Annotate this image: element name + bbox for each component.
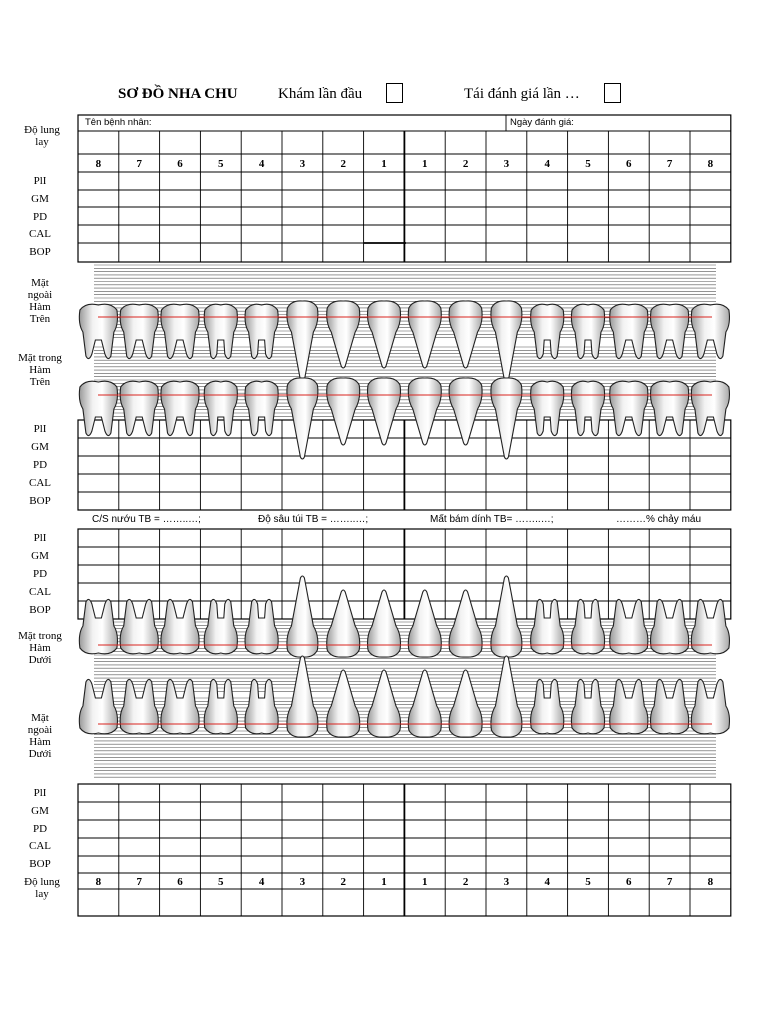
row-label-bop: BOP [29, 858, 51, 871]
tooth-number: 5 [585, 158, 591, 170]
row-label-pd: PD [32, 568, 48, 580]
tooth-number: 7 [666, 158, 673, 170]
tooth-2 [449, 301, 482, 368]
tooth-7 [651, 599, 689, 653]
tooth-1 [368, 301, 401, 368]
tooth-number: 2 [462, 158, 469, 170]
row-label-gm: GM [31, 804, 49, 817]
view-label-upper-outer: Mặt ngoài Hàm Trên [27, 277, 53, 325]
tooth-6 [161, 381, 199, 435]
tooth-7 [120, 599, 158, 653]
tooth-number: 8 [707, 158, 714, 170]
row-label-gm: GM [31, 550, 49, 562]
tooth-4 [531, 381, 564, 435]
tooth-1 [368, 590, 401, 657]
tooth-number: 3 [299, 158, 306, 170]
tooth-5 [571, 381, 604, 435]
tooth-8 [691, 599, 729, 653]
tooth-number: 4 [258, 876, 265, 888]
tooth-number: 4 [544, 876, 550, 888]
tooth-number: 7 [136, 158, 142, 170]
tooth-number: 6 [626, 158, 632, 170]
tooth-number: 4 [544, 158, 550, 170]
tooth-number: 4 [258, 158, 265, 170]
grid-block [78, 529, 731, 619]
row-label-pd: PD [32, 210, 48, 223]
tooth-5 [204, 599, 237, 653]
tooth-8 [691, 381, 729, 435]
patient-name-label: Tên bệnh nhân: [85, 117, 152, 128]
tooth-number: 5 [218, 158, 224, 170]
tooth-2 [327, 378, 360, 445]
tooth-7 [120, 679, 158, 733]
tooth-number: 5 [218, 876, 224, 888]
tooth-1 [408, 301, 441, 368]
tooth-1 [408, 670, 441, 737]
tooth-number: 1 [422, 158, 428, 170]
tooth-5 [571, 599, 604, 653]
chart-title: SƠ ĐỒ NHA CHU [118, 86, 238, 102]
stat-attachment-loss: Mất bám dính TB= ……..…; [430, 514, 554, 525]
view-label-upper-inner: Mặt trong Hàm Trên [18, 352, 62, 388]
row-label-pli: PlI [33, 423, 47, 435]
tooth-2 [449, 590, 482, 657]
tooth-number: 3 [503, 876, 510, 888]
tooth-number: 8 [95, 876, 102, 888]
tooth-number: 1 [422, 876, 428, 888]
tooth-2 [327, 590, 360, 657]
mobility-label-top: Độ lung lay [24, 124, 60, 148]
row-label-cal: CAL [29, 586, 51, 598]
tooth-8 [79, 679, 117, 733]
stat-pocket-depth: Độ sâu túi TB = ……..…; [258, 514, 369, 525]
tooth-6 [610, 381, 648, 435]
top-grid [78, 115, 731, 262]
tooth-number: 2 [462, 876, 469, 888]
tooth-8 [79, 599, 117, 653]
tooth-4 [531, 599, 564, 653]
tooth-2 [327, 301, 360, 368]
row-label-cal: CAL [29, 477, 51, 489]
tooth-6 [610, 679, 648, 733]
tooth-number: 8 [707, 876, 714, 888]
tooth-2 [449, 670, 482, 737]
row-label-cal: CAL [29, 228, 51, 241]
tooth-8 [691, 679, 729, 733]
tooth-1 [408, 590, 441, 657]
view-label-lower-inner: Mặt trong Hàm Dưới [18, 630, 62, 666]
tooth-number: 7 [666, 876, 673, 888]
tooth-number: 3 [503, 158, 510, 170]
tooth-number: 3 [299, 876, 306, 888]
row-label-pd: PD [32, 459, 48, 471]
tooth-number: 6 [177, 158, 183, 170]
tooth-3 [287, 378, 318, 459]
row-label-bop: BOP [29, 495, 51, 507]
tooth-7 [651, 381, 689, 435]
tooth-7 [120, 381, 158, 435]
tooth-number: 2 [340, 876, 346, 888]
tooth-number: 2 [340, 158, 346, 170]
row-label-gm: GM [31, 441, 49, 453]
row-label-bop: BOP [29, 246, 51, 259]
row-label-gm: GM [31, 192, 49, 205]
tooth-4 [531, 679, 564, 733]
tooth-3 [491, 378, 522, 459]
first-exam-label: Khám lần đầu [278, 86, 363, 102]
tooth-1 [408, 378, 441, 445]
stat-bleeding: ………% chảy máu [616, 514, 702, 525]
grid-block [78, 420, 731, 510]
tooth-5 [204, 679, 237, 733]
mobility-label-bottom: Độ lung lay [24, 876, 60, 900]
tooth-number: 5 [585, 876, 591, 888]
row-label-bop: BOP [29, 604, 51, 616]
tooth-number: 1 [381, 158, 387, 170]
tooth-5 [571, 679, 604, 733]
reeval-label: Tái đánh giá lần … [464, 86, 580, 102]
tooth-2 [449, 378, 482, 445]
tooth-number: 8 [95, 158, 102, 170]
tooth-4 [245, 381, 278, 435]
tooth-1 [368, 670, 401, 737]
view-label-lower-outer: Mặt ngoài Hàm Dưới [27, 712, 53, 760]
tooth-6 [610, 599, 648, 653]
bottom-grid [78, 784, 731, 916]
stat-cs-gum: C/S nướu TB = ……..…; [92, 514, 201, 525]
tooth-number: 7 [136, 876, 142, 888]
row-label-pli: PlI [33, 786, 47, 799]
tooth-2 [327, 670, 360, 737]
tooth-number: 6 [626, 876, 632, 888]
tooth-4 [245, 679, 278, 733]
tooth-7 [651, 679, 689, 733]
row-label-cal: CAL [29, 840, 51, 853]
tooth-number: 6 [177, 876, 183, 888]
tooth-1 [368, 378, 401, 445]
tooth-number: 1 [381, 876, 387, 888]
tooth-8 [79, 381, 117, 435]
row-label-pli: PlI [33, 174, 47, 187]
row-label-pli: PlI [33, 532, 47, 544]
tooth-4 [245, 599, 278, 653]
tooth-5 [204, 381, 237, 435]
eval-date-label: Ngày đánh giá: [510, 117, 574, 128]
tooth-6 [161, 599, 199, 653]
tooth-6 [161, 679, 199, 733]
row-label-pd: PD [32, 822, 48, 835]
